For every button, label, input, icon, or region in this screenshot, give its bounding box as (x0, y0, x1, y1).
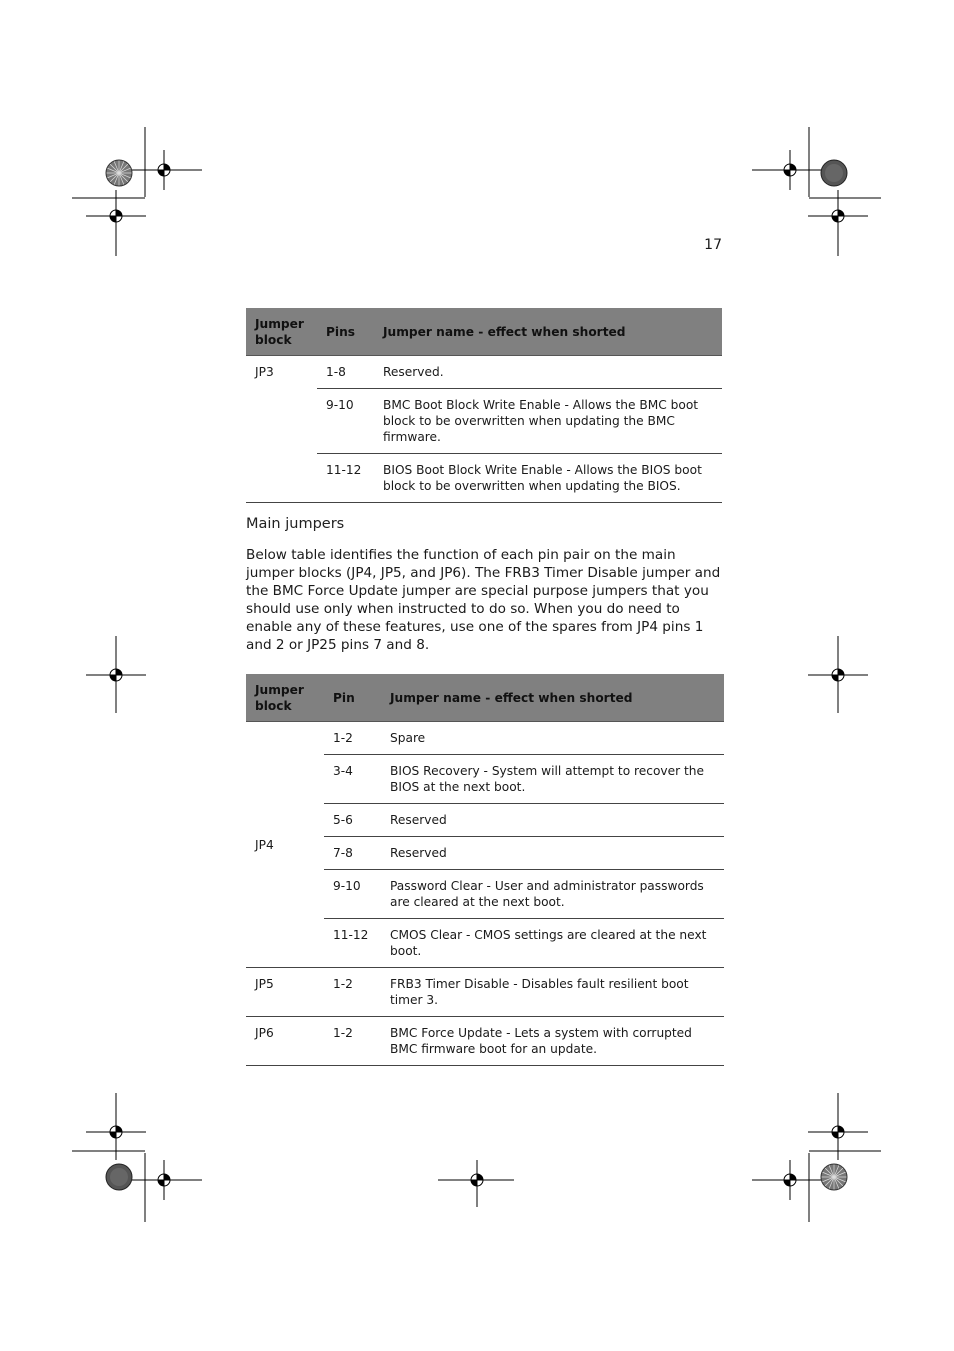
description-cell: BMC Force Update - Lets a system with corrupted BMC firmware boot for an update. (381, 1017, 724, 1066)
jumper-block-cell: JP4 (246, 722, 324, 968)
pins-cell: 1-8 (317, 356, 374, 389)
header-pins: Pins (317, 308, 374, 356)
pins-cell: 11-12 (317, 454, 374, 503)
table-row (246, 1017, 724, 1066)
pin-cell: 7-8 (324, 837, 381, 870)
pins-cell: 9-10 (317, 389, 374, 454)
header-jumper-name: Jumper name - effect when shorted (374, 308, 722, 356)
table-header-row (246, 674, 724, 722)
header-jumper-name: Jumper name - effect when shorted (381, 674, 724, 722)
pin-cell: 9-10 (324, 870, 381, 919)
table-row (246, 968, 724, 1017)
header-jumper-block: Jumper block (246, 674, 324, 722)
table-header-row (246, 308, 722, 356)
header-pin: Pin (324, 674, 381, 722)
header-jumper-block: Jumper block (246, 308, 317, 356)
pin-cell: 1-2 (324, 1017, 381, 1066)
description-cell: FRB3 Timer Disable - Disables fault resilient boot timer 3. (381, 968, 724, 1017)
pin-cell: 5-6 (324, 804, 381, 837)
jumper-block-cell: JP5 (246, 968, 324, 1017)
pin-cell: 1-2 (324, 968, 381, 1017)
main-jumpers-table (246, 674, 724, 1066)
page-number: 17 (704, 237, 722, 253)
pin-cell: 3-4 (324, 755, 381, 804)
jp3-table (246, 308, 722, 503)
description-cell: Password Clear - User and administrator passwords are cleared at the next boot. (381, 870, 724, 919)
intro-paragraph: Below table identifies the function of each pin pair on the main jumper blocks (JP4, JP5, and JP6). The FRB3 Timer Disable jumper and the BMC Force Update jumper are special purpose jumpers that you should use only when instructed to do so. When you do need to enable any of these features, use one of the spares from JP4 pins 1 and 2 or JP25 pins 7 and 8. (246, 547, 721, 653)
pin-cell: 1-2 (324, 722, 381, 755)
table-row (246, 389, 722, 454)
description-cell: BMC Boot Block Write Enable - Allows the BMC boot block to be overwritten when updating the BMC firmware. (374, 389, 722, 454)
jumper-block-cell: JP3 (246, 356, 317, 503)
description-cell: CMOS Clear - CMOS settings are cleared at the next boot. (381, 919, 724, 968)
pin-cell: 11-12 (324, 919, 381, 968)
description-cell: BIOS Boot Block Write Enable - Allows the BIOS boot block to be overwritten when updating the BIOS. (374, 454, 722, 503)
description-cell: Spare (381, 722, 724, 755)
description-cell: Reserved (381, 837, 724, 870)
table-row (246, 454, 722, 503)
description-cell: BIOS Recovery - System will attempt to recover the BIOS at the next boot. (381, 755, 724, 804)
description-cell: Reserved (381, 804, 724, 837)
description-cell: Reserved. (374, 356, 722, 389)
table-row (246, 722, 724, 755)
section-heading: Main jumpers (246, 516, 345, 532)
table-row (246, 356, 722, 389)
jumper-block-cell: JP6 (246, 1017, 324, 1066)
